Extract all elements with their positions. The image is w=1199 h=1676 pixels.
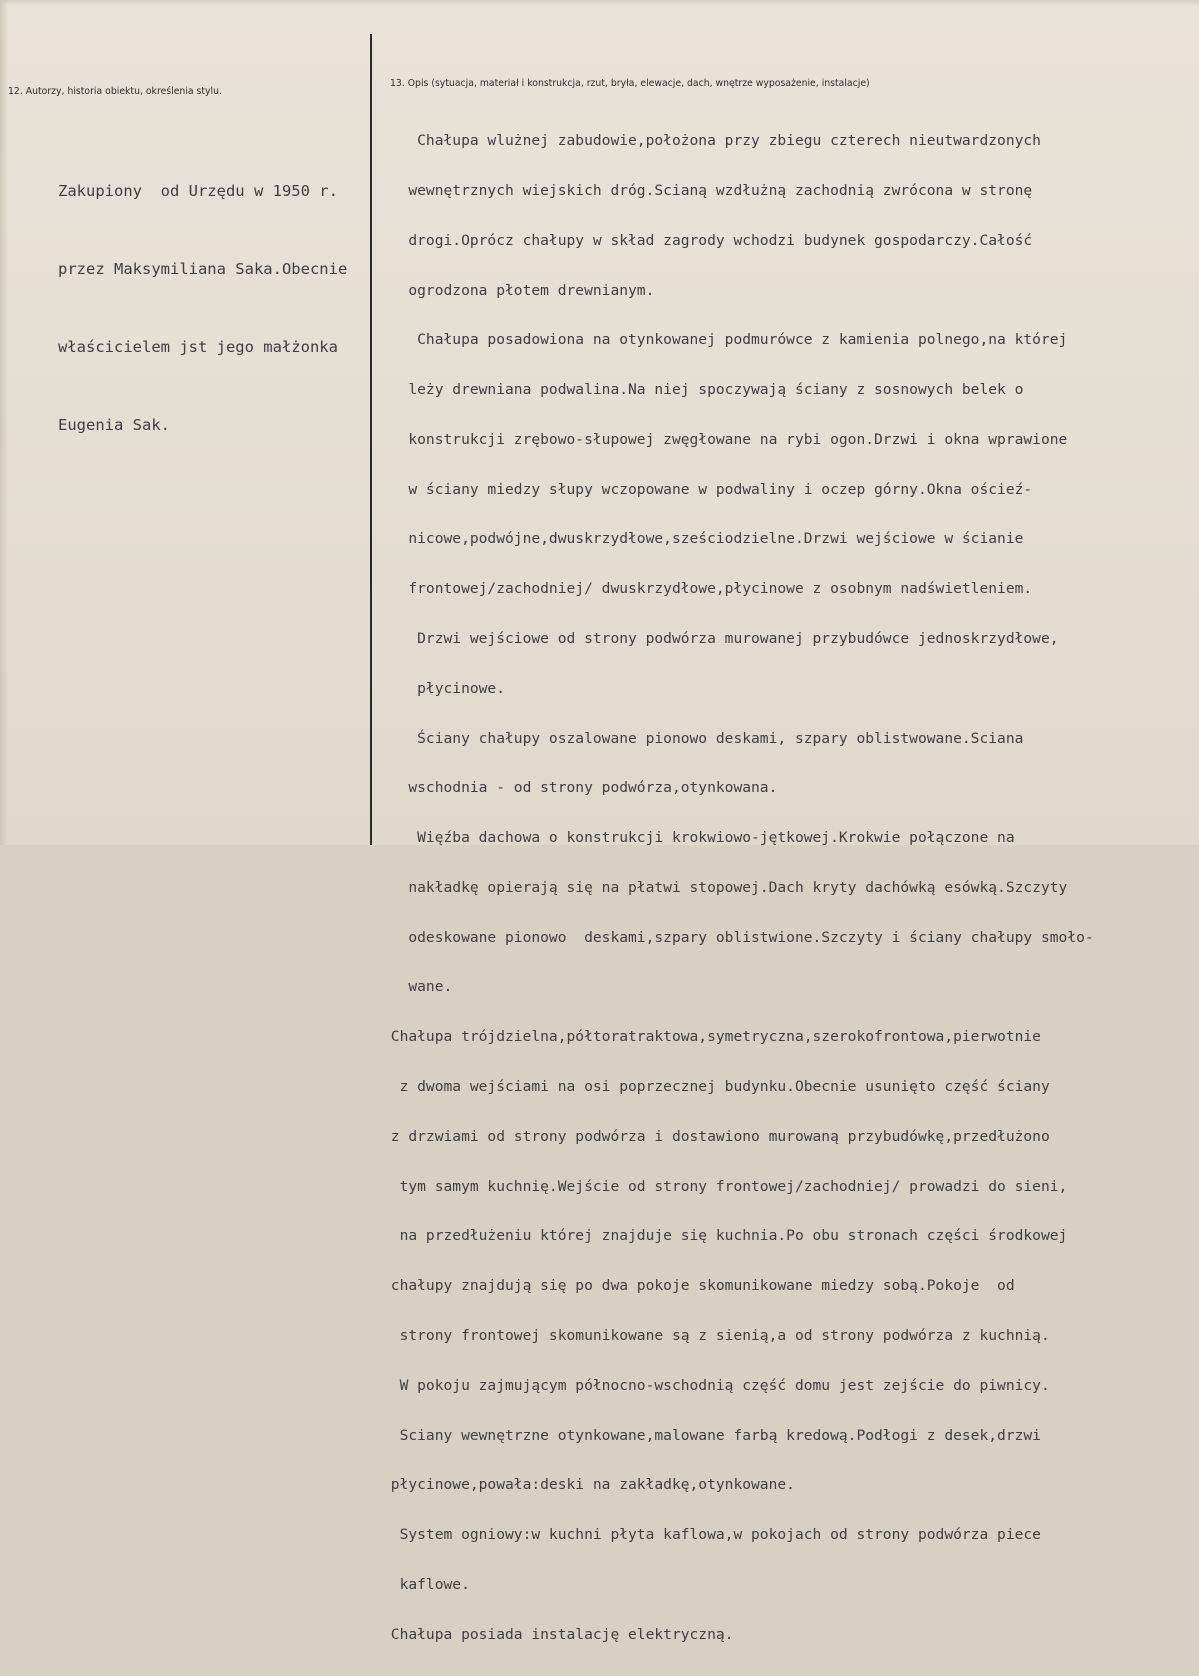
section-13-line: Chałupa wlużnej zabudowie,położona przy zbiegu czterech nieutwardzonych [382, 132, 1041, 150]
section-13-line: z drzwiami od strony podwórza i dostawiono murowaną przybudówkę,przedłużono [382, 1127, 1050, 1145]
section-13-line: kaflowe. [382, 1575, 470, 1593]
section-13-line: Drzwi wejściowe od strony podwórza murowanej przybudówce jednoskrzydłowe, [382, 630, 1059, 647]
section-12-line: właścicielem jst jego małżonka [58, 338, 338, 356]
column-divider [370, 34, 372, 845]
section-13-line: Więźba dachowa o konstrukcji krokwiowo-jętkowej.Krokwie połączone na [382, 829, 1015, 847]
section-13-line: w ściany miedzy słupy wczopowane w podwaliny i oczep górny.Okna ościeź- [382, 480, 1033, 498]
section-13-line: tym samym kuchnię.Wejście od strony frontowej/zachodniej/ prowadzi do sieni, [382, 1177, 1068, 1195]
section-13-line: nicowe,podwójne,dwuskrzydłowe,sześciodzielne.Drzwi wejściowe w ścianie [382, 530, 1024, 548]
section-13-line: leży drewniana podwalina.Na niej spoczywają ściany z sosnowych belek o [382, 381, 1024, 399]
section-13-line: Chałupa posiada instalację elektryczną. [382, 1625, 734, 1643]
section-13-line: wane. [382, 978, 453, 996]
section-13-line: płycinowe,powała:deski na zakładkę,otynkowane. [382, 1476, 795, 1494]
section-12-text [58, 126, 347, 490]
section-13-line: płycinowe. [382, 679, 506, 697]
section-13-line: konstrukcji zrębowo-słupowej zwęgłowane na rybi ogon.Drzwi i okna wprawione [382, 430, 1068, 448]
section-13-line: na przedłużeniu której znajduje się kuchnia.Po obu stronach części środkowej [382, 1227, 1068, 1245]
section-12-line: Eugenia Sak. [58, 416, 170, 434]
section-12-line: Zakupiony od Urzędu w 1950 r. [58, 182, 338, 200]
section-13-line: odeskowane pionowo deskami,szpary oblistwione.Szczyty i ściany chałupy smoło- [382, 928, 1094, 946]
section-13-text [382, 100, 1094, 1676]
section-13-line: System ogniowy:w kuchni płyta kaflowa,w pokojach od strony podwórza piece [382, 1526, 1041, 1544]
section-13-line: wschodnia - od strony podwórza,otynkowana. [382, 779, 778, 797]
section-12-label: 12. Autorzy, historia obiektu, określenia stylu. [8, 86, 222, 97]
section-13-line: Chałupa trójdzielna,półtoratraktowa,symetryczna,szerokofrontowa,pierwotnie [382, 1028, 1041, 1046]
section-13-line: drogi.Oprócz chałupy w skład zagrody wchodzi budynek gospodarczy.Całość [382, 231, 1033, 249]
section-13-line: Chałupa posadowiona na otynkowanej podmurówce z kamienia polnego,na której [382, 331, 1068, 349]
paper-edge-shadow [0, 0, 8, 845]
section-13-line: frontowej/zachodniej/ dwuskrzydłowe,płycinowe z osobnym nadświetleniem. [382, 580, 1033, 598]
section-13-line: W pokoju zajmującym północno-wschodnią część domu jest zejście do piwnicy. [382, 1376, 1050, 1394]
section-13-line: wewnętrznych wiejskich dróg.Scianą wzdłużną zachodnią zwrócona w stronę [382, 181, 1033, 199]
section-13-line: chałupy znajdują się po dwa pokoje skomunikowane miedzy sobą.Pokoje od [382, 1277, 1015, 1295]
section-13-line: Sciany wewnętrzne otynkowane,malowane farbą kredową.Podłogi z desek,drzwi [382, 1426, 1041, 1444]
section-13-label: 13. Opis (sytuacja, materiał i konstrukcja, rzut, bryła, elewacje, dach, wnętrze wyposażenie, instalacje) [390, 78, 870, 89]
section-13-line: nakładkę opierają się na płatwi stopowej.Dach kryty dachówką esówką.Szczyty [382, 878, 1068, 896]
section-13-line: Ściany chałupy oszalowane pionowo deskami, szpary oblistwowane.Sciana [382, 729, 1024, 747]
section-12-line: przez Maksymiliana Saka.Obecnie [58, 260, 348, 278]
section-13-line: strony frontowej skomunikowane są z sienią,a od strony podwórza z kuchnią. [382, 1326, 1050, 1344]
paper-top-shadow [0, 0, 1199, 6]
section-13-line: z dwoma wejściami na osi poprzecznej budynku.Obecnie usunięto część ściany [382, 1078, 1050, 1096]
section-13-line: ogrodzona płotem drewnianym. [382, 281, 655, 299]
